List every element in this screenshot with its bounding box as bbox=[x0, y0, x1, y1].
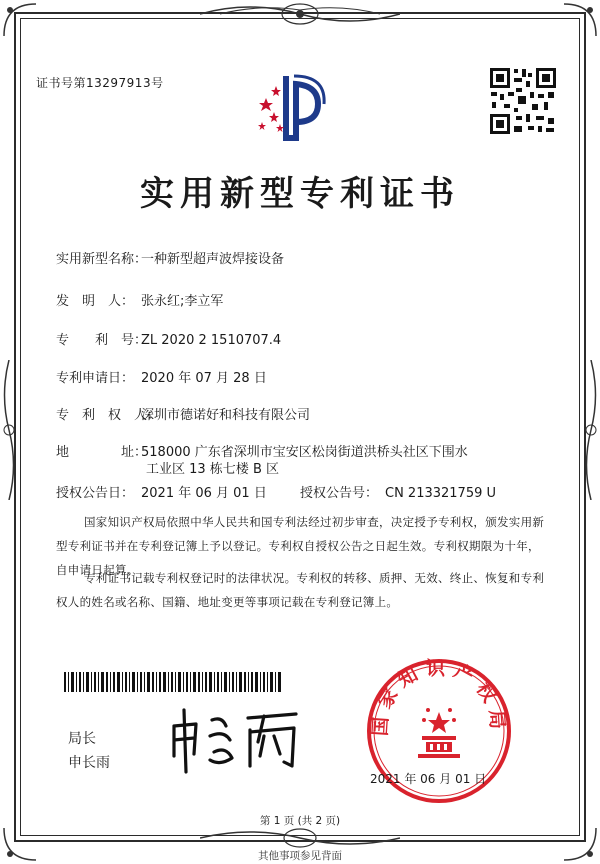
seal-text: 国家知识产权局 bbox=[369, 657, 509, 737]
seal-date: 2021 年 06 月 01 日 bbox=[370, 772, 487, 786]
patent-number-value: ZL 2020 2 1510707.4 bbox=[141, 333, 282, 348]
right-ornament bbox=[582, 360, 600, 500]
left-ornament bbox=[0, 360, 18, 500]
signatory-name: 申长雨 bbox=[68, 755, 110, 771]
field-grant-date bbox=[56, 482, 267, 501]
handwritten-signature-icon bbox=[160, 696, 310, 776]
page-number: 第 1 页 (共 2 页) bbox=[259, 815, 341, 827]
cnipa-logo-icon bbox=[256, 66, 326, 146]
grant-number-label: 授权公告号： bbox=[300, 486, 379, 501]
grant-number-value: CN 213321759 U bbox=[385, 486, 497, 501]
utility-model-name-label: 实用新型名称： bbox=[56, 252, 148, 267]
address-value-line2: 工业区 13 栋七楼 B 区 bbox=[146, 462, 279, 477]
grant-date-value: 2021 年 06 月 01 日 bbox=[141, 486, 267, 501]
top-ornament bbox=[200, 0, 400, 28]
field-grant-number bbox=[300, 482, 496, 501]
field-patent-number bbox=[56, 329, 281, 348]
grant-date-label: 授权公告日： bbox=[56, 486, 135, 501]
address-value-line1: 518000 广东省深圳市宝安区松岗街道洪桥头社区下围水 bbox=[141, 445, 468, 460]
certificate-title: 实用新型专利证书 bbox=[140, 174, 460, 214]
inventor-label: 发 明 人： bbox=[56, 294, 135, 309]
corner-ornament-tl bbox=[0, 0, 40, 40]
field-utility-model-name bbox=[56, 248, 284, 267]
field-patentee bbox=[56, 404, 310, 423]
paragraph-grant-statement: 国家知识产权局依照中华人民共和国专利法经过初步审查，决定授予专利权，颁发实用新型专利证书并在专利登记簿上予以登记。专利权自授权公告之日起生效。专利权期限为十年，自申请日起算。 bbox=[56, 515, 545, 577]
field-filing-date bbox=[56, 367, 267, 386]
certificate-number: 证书号第13297913号 bbox=[36, 76, 164, 90]
utility-model-name-value: 一种新型超声波焊接设备 bbox=[141, 252, 285, 267]
patentee-label: 专 利 权 人： bbox=[56, 408, 161, 423]
address-label: 地 址： bbox=[56, 445, 148, 460]
footer-note: 其他事项参见背面 bbox=[258, 850, 342, 862]
signatory-title: 局长 bbox=[68, 731, 96, 747]
filing-date-label: 专利申请日： bbox=[56, 371, 135, 386]
inventor-value: 张永红;李立军 bbox=[141, 294, 224, 309]
bottom-ornament bbox=[200, 826, 400, 850]
paragraph-legal-status: 专利证书记载专利权登记时的法律状况。专利权的转移、质押、无效、终止、恢复和专利权人的姓名或名称、国籍、地址变更等事项记载在专利登记簿上。 bbox=[56, 571, 545, 609]
patent-number-label: 专 利 号： bbox=[56, 333, 148, 348]
filing-date-value: 2020 年 07 月 28 日 bbox=[141, 371, 267, 386]
barcode-icon bbox=[64, 672, 282, 692]
patentee-value: 深圳市德诺好和科技有限公司 bbox=[141, 408, 311, 423]
field-inventor bbox=[56, 290, 223, 309]
qr-code-icon bbox=[488, 66, 558, 136]
corner-ornament-tr bbox=[560, 0, 600, 40]
